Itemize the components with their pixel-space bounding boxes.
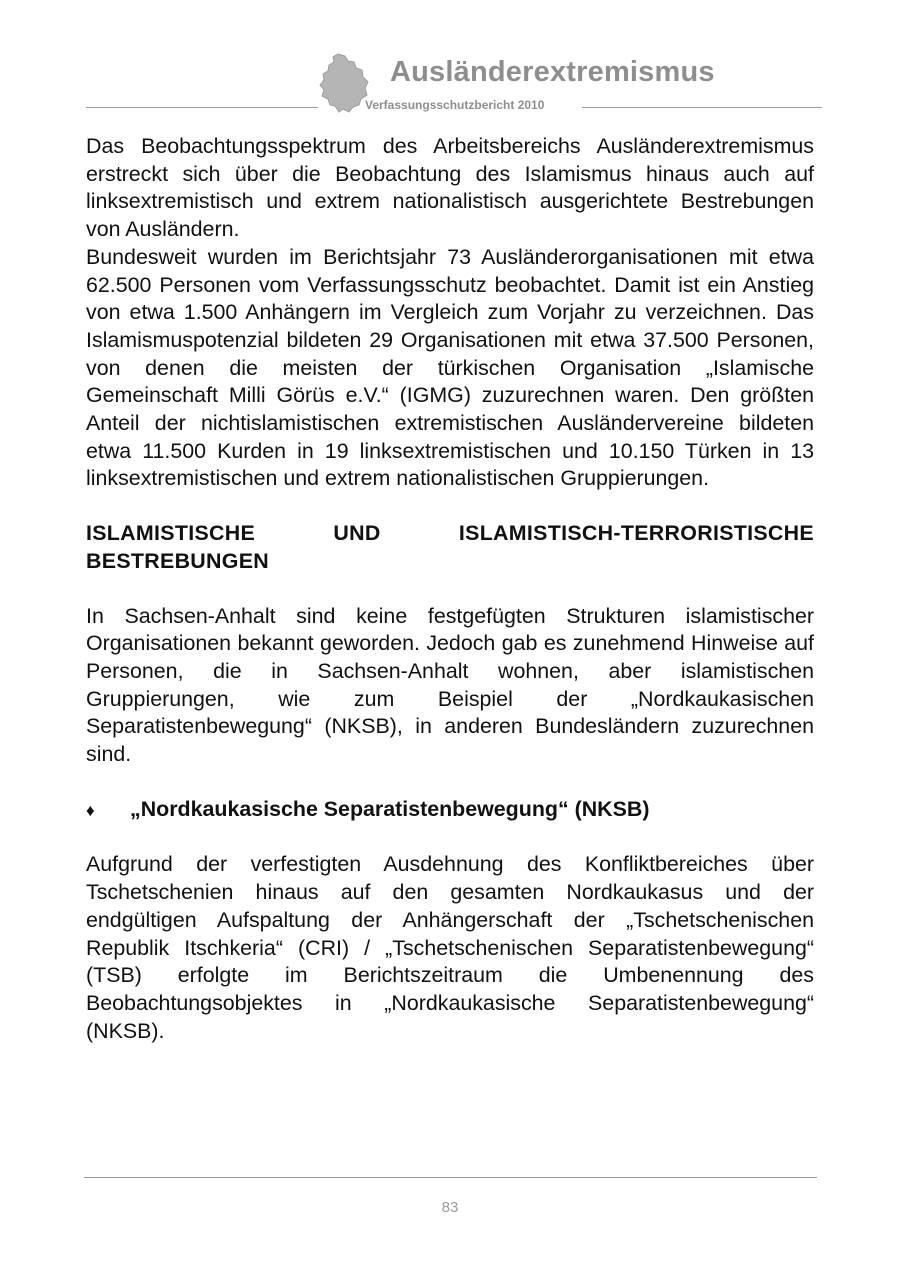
header-rule-left [86,107,318,108]
spacer [86,824,814,851]
main-content [86,133,814,1045]
header-rule-right [582,107,822,108]
paragraph-intro: Das Beobachtungsspektrum des Arbeitsbereichs Ausländerextremismus erstreckt sich über die Beobachtung des Islamismus hinaus auch auf linksextremistisch und extrem nationalistisch ausgerichtete Bestrebungen von Ausländern. [86,134,814,242]
paragraph-bundesweit: Bundesweit wurden im Berichtsjahr 73 Ausländerorganisationen mit etwa 62.500 Personen vom Verfassungsschutz beobachtet. Damit ist ein Anstieg von etwa 1.500 Anhängern im Vergleich zum Vorjahr zu verzeichnen. Das Islamismuspotenzial bildeten 29 Organisationen mit etwa 37.500 Personen, von denen die meisten der türkischen Organisation „Islamische Gemeinschaft Milli Görüs e.V.“ (IGMG) zuzurechnen waren. Den größten Anteil der nichtislamistischen extremistischen Ausländervereine bildeten etwa 11.500 Kurden in 19 linksextremistischen und 10.150 Türken in 13 linksextremistischen und extrem nationalistischen Gruppierungen. [86,244,814,491]
page-number: 83 [441,1199,459,1216]
header-title: Ausländerextremismus [390,56,715,88]
subsection-heading [86,796,814,825]
spacer [86,769,814,796]
spacer [86,493,814,520]
page-header [0,0,900,120]
header-subtitle: Verfassungsschutzbericht 2010 [365,98,545,112]
diamond-bullet-icon: ♦ [86,800,95,820]
sachsen-anhalt-map-icon [318,52,370,114]
paragraph-sachsen-anhalt: In Sachsen-Anhalt sind keine festgefügten Strukturen islamistischer Organisationen bekannt geworden. Jedoch gab es zunehmend Hinweise auf Personen, die in Sachsen-Anhalt wohnen, aber islamistischen Gruppierungen, wie zum Beispiel der „Nordkaukasischen Separatistenbewegung“ (NKSB), in anderen Bundesländern zuzurechnen sind. [86,603,814,767]
spacer [86,576,814,603]
section-heading: ISLAMISTISCHE UND ISLAMISTISCH-TERRORISTISCHE BESTREBUNGEN [86,521,814,573]
footer-rule [84,1177,817,1178]
paragraph-nksb: Aufgrund der verfestigten Ausdehnung des Konfliktbereiches über Tschetschenien hinaus auf den gesamten Nordkaukasus und der endgültigen Aufspaltung der Anhängerschaft der „Tschetschenischen Republik Itschkeria“ (CRI) / „Tschetschenischen Separatistenbewegung“ (TSB) erfolgte im Berichtszeitraum die Umbenennung des Beobachtungsobjektes in „Nordkaukasische Separatistenbewegung“ (NKSB). [86,852,814,1043]
subsection-title: „Nordkaukasische Separatistenbewegung“ (NKSB) [130,796,650,821]
